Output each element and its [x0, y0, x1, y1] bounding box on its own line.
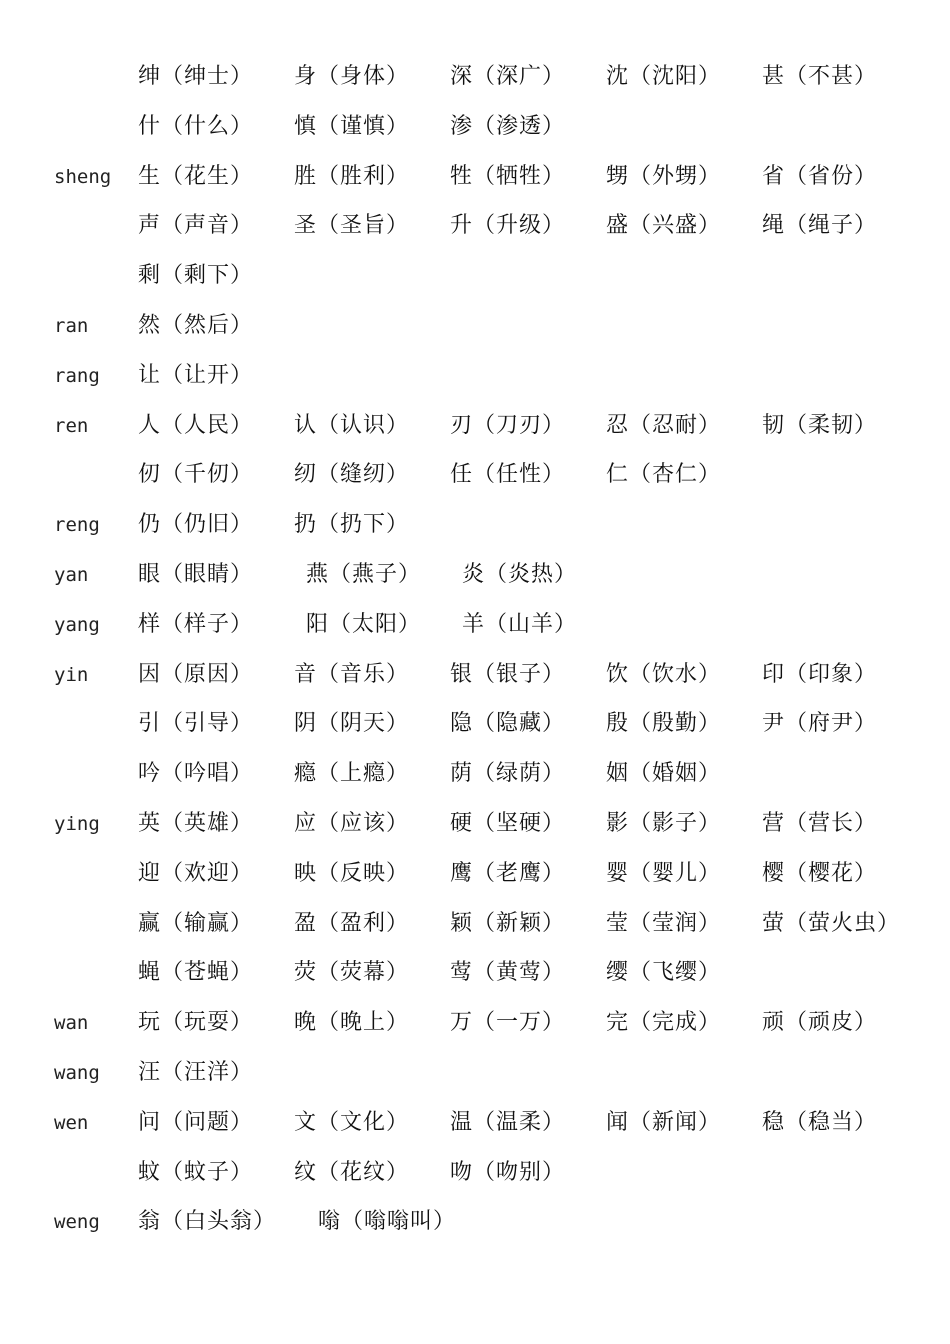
character-entry: 引（引导） — [138, 711, 254, 737]
pinyin-label: weng — [54, 1211, 100, 1234]
list-row — [0, 251, 950, 301]
character-entry: 颖（新颖） — [450, 910, 566, 936]
pinyin-label: ran — [54, 314, 89, 337]
character-entry: 韧（柔韧） — [762, 412, 878, 438]
character-entry: 问（问题） — [138, 1109, 254, 1135]
character-entry: 鹰（老鹰） — [450, 860, 566, 886]
character-entry: 圣（圣旨） — [294, 213, 410, 239]
list-row — [0, 500, 950, 550]
character-entry: 影（影子） — [606, 810, 722, 836]
character-entry: 牲（牺牲） — [450, 163, 566, 189]
character-entry: 仁（杏仁） — [606, 462, 722, 488]
list-row — [0, 550, 950, 600]
list-row — [0, 401, 950, 451]
pinyin-label: wen — [54, 1111, 89, 1134]
character-entry: 温（温柔） — [450, 1109, 566, 1135]
character-entry: 人（人民） — [138, 412, 254, 438]
character-entry: 赢（输赢） — [138, 910, 254, 936]
pinyin-label: ying — [54, 812, 100, 835]
character-entry: 然（然后） — [138, 312, 254, 338]
character-entry: 荧（荧幕） — [294, 960, 410, 986]
character-entry: 硬（坚硬） — [450, 810, 566, 836]
character-entry: 莺（黄莺） — [450, 960, 566, 986]
character-entry: 因（原因） — [138, 661, 254, 687]
character-entry: 慎（谨慎） — [294, 113, 410, 139]
character-entry: 吟（吟唱） — [138, 761, 254, 787]
pinyin-label: ren — [54, 414, 89, 437]
list-row — [0, 600, 950, 650]
list-row — [0, 998, 950, 1048]
character-entry: 莹（莹润） — [606, 910, 722, 936]
pinyin-label: wan — [54, 1012, 89, 1035]
character-list — [0, 52, 950, 1247]
character-entry: 殷（殷勤） — [606, 711, 722, 737]
pinyin-label: wang — [54, 1061, 100, 1084]
character-entry: 忍（忍耐） — [606, 412, 722, 438]
list-row — [0, 152, 950, 202]
character-entry: 渗（渗透） — [450, 113, 566, 139]
character-entry: 万（一万） — [450, 1010, 566, 1036]
character-entry: 印（印象） — [762, 661, 878, 687]
character-entry: 纫（缝纫） — [294, 462, 410, 488]
character-entry: 样（样子） — [138, 611, 254, 637]
character-entry: 纹（花纹） — [294, 1159, 410, 1185]
pinyin-label: rang — [54, 364, 100, 387]
character-entry: 完（完成） — [606, 1010, 722, 1036]
character-entry: 尹（府尹） — [762, 711, 878, 737]
character-entry: 省（省份） — [762, 163, 878, 189]
character-entry: 瘾（上瘾） — [294, 761, 410, 787]
list-row — [0, 799, 950, 849]
character-entry: 盈（盈利） — [294, 910, 410, 936]
character-entry: 闻（新闻） — [606, 1109, 722, 1135]
pinyin-label: yan — [54, 563, 89, 586]
character-entry: 深（深广） — [450, 64, 566, 89]
character-entry: 炎（炎热） — [462, 561, 578, 587]
pinyin-label: reng — [54, 514, 100, 537]
character-entry: 银（银子） — [450, 661, 566, 687]
character-entry: 羊（山羊） — [462, 611, 578, 637]
character-entry: 胜（胜利） — [294, 163, 410, 189]
character-entry: 扔（扔下） — [294, 512, 410, 538]
list-row — [0, 849, 950, 899]
list-row — [0, 1148, 950, 1198]
pinyin-label: yin — [54, 663, 89, 686]
character-entry: 沈（沈阳） — [606, 64, 722, 89]
list-row — [0, 948, 950, 998]
character-entry: 蝇（苍蝇） — [138, 960, 254, 986]
character-entry: 阴（阴天） — [294, 711, 410, 737]
character-entry: 阳（太阳） — [306, 611, 422, 637]
character-entry: 姻（婚姻） — [606, 761, 722, 787]
character-entry: 婴（婴儿） — [606, 860, 722, 886]
character-entry: 绳（绳子） — [762, 213, 878, 239]
list-row — [0, 749, 950, 799]
list-row — [0, 102, 950, 152]
list-row — [0, 1098, 950, 1148]
character-entry: 翁（白头翁） — [138, 1209, 277, 1235]
character-entry: 应（应该） — [294, 810, 410, 836]
list-row — [0, 201, 950, 251]
character-entry: 身（身体） — [294, 64, 410, 89]
character-entry: 音（音乐） — [294, 661, 410, 687]
list-row — [0, 351, 950, 401]
character-entry: 顽（顽皮） — [762, 1010, 878, 1036]
character-entry: 蚊（蚊子） — [138, 1159, 254, 1185]
character-entry: 文（文化） — [294, 1109, 410, 1135]
list-row — [0, 650, 950, 700]
character-entry: 隐（隐藏） — [450, 711, 566, 737]
character-entry: 萤（萤火虫） — [762, 910, 901, 936]
list-row — [0, 899, 950, 949]
list-row — [0, 1197, 950, 1247]
character-entry: 营（营长） — [762, 810, 878, 836]
character-entry: 樱（樱花） — [762, 860, 878, 886]
character-entry: 仞（千仞） — [138, 462, 254, 488]
character-entry: 迎（欢迎） — [138, 860, 254, 886]
character-entry: 任（任性） — [450, 462, 566, 488]
list-row — [0, 450, 950, 500]
character-entry: 吻（吻别） — [450, 1159, 566, 1185]
character-entry: 晚（晚上） — [294, 1010, 410, 1036]
list-row — [0, 52, 950, 102]
character-entry: 映（反映） — [294, 860, 410, 886]
character-entry: 荫（绿荫） — [450, 761, 566, 787]
pinyin-label: yang — [54, 613, 100, 636]
character-entry: 刃（刀刃） — [450, 412, 566, 438]
character-entry: 燕（燕子） — [306, 561, 422, 587]
character-entry: 玩（玩耍） — [138, 1010, 254, 1036]
character-entry: 盛（兴盛） — [606, 213, 722, 239]
character-entry: 嗡（嗡嗡叫） — [318, 1209, 457, 1235]
character-entry: 剩（剩下） — [138, 263, 254, 289]
list-row — [0, 1048, 950, 1098]
character-entry: 仍（仍旧） — [138, 512, 254, 538]
pinyin-label: sheng — [54, 165, 112, 188]
character-entry: 升（升级） — [450, 213, 566, 239]
character-entry: 缨（飞缨） — [606, 960, 722, 986]
character-entry: 汪（汪洋） — [138, 1059, 254, 1085]
character-entry: 饮（饮水） — [606, 661, 722, 687]
character-entry: 让（让开） — [138, 362, 254, 388]
list-row — [0, 699, 950, 749]
character-entry: 眼（眼睛） — [138, 561, 254, 587]
character-entry: 稳（稳当） — [762, 1109, 878, 1135]
character-entry: 甚（不甚） — [762, 64, 878, 89]
character-entry: 认（认识） — [294, 412, 410, 438]
list-row — [0, 301, 950, 351]
character-entry: 生（花生） — [138, 163, 254, 189]
character-entry: 声（声音） — [138, 213, 254, 239]
character-entry: 英（英雄） — [138, 810, 254, 836]
character-entry: 绅（绅士） — [138, 64, 254, 89]
character-entry: 甥（外甥） — [606, 163, 722, 189]
character-entry: 什（什么） — [138, 113, 254, 139]
